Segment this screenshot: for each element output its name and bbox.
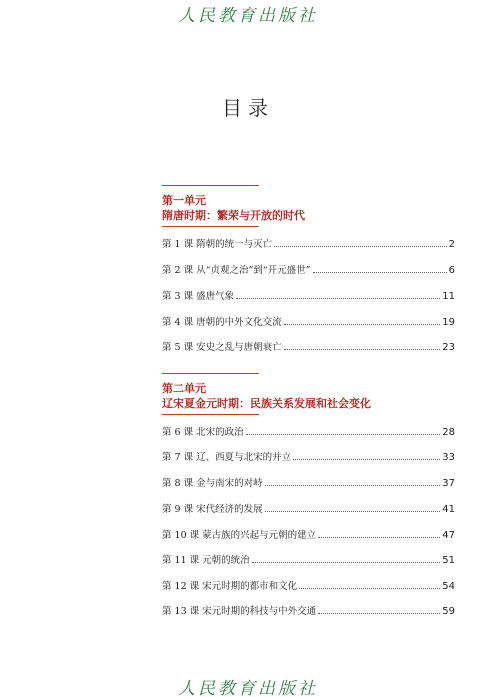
unit-label: 第二单元 [162, 382, 206, 395]
publisher-logo-bottom: 人民教育出版社 [178, 679, 318, 697]
toc-entry-lesson-5[interactable] [162, 339, 455, 353]
toc-entry-lesson-7[interactable] [162, 449, 455, 463]
page-number: 19 [442, 317, 455, 328]
unit-rule-bottom [162, 226, 259, 227]
lesson-title: 第 6 课 北宋的政治 [162, 427, 244, 438]
dot-leader [246, 434, 441, 435]
toc-entry-lesson-11[interactable] [162, 552, 455, 566]
dot-leader [318, 537, 440, 538]
dot-leader [236, 298, 440, 299]
lesson-title: 第 8 课 金与南宋的对峙 [162, 478, 263, 489]
dot-leader [265, 485, 441, 486]
page-number: 6 [448, 265, 455, 276]
unit-header-2 [162, 373, 371, 415]
toc-entry-lesson-3[interactable] [162, 288, 455, 302]
page-number: 54 [442, 581, 455, 592]
lesson-title: 第 3 课 盛唐气象 [162, 291, 235, 302]
lesson-title: 第 2 课 从“贞观之治”到“开元盛世” [162, 265, 311, 276]
page-number: 28 [442, 427, 455, 438]
page-number: 23 [442, 342, 455, 353]
lesson-title: 第 7 课 辽、西夏与北宋的并立 [162, 452, 292, 463]
lesson-title: 第 5 课 安史之乱与唐朝衰亡 [162, 342, 282, 353]
unit-rule-top [162, 373, 259, 374]
page-number: 11 [442, 291, 455, 302]
lesson-title: 第 1 课 隋朝的统一与灭亡 [162, 239, 273, 250]
unit-label: 第一单元 [162, 194, 206, 207]
toc-entry-lesson-13[interactable] [162, 603, 455, 617]
page-number: 47 [442, 530, 455, 541]
lesson-title: 第 10 课 蒙古族的兴起与元朝的建立 [162, 530, 317, 541]
toc-entry-lesson-8[interactable] [162, 475, 455, 489]
dot-leader [313, 272, 447, 273]
lesson-title: 第 13 课 宋元时期的科技与中外交通 [162, 606, 317, 617]
dot-leader [293, 459, 440, 460]
unit-rule-bottom [162, 414, 259, 415]
toc-entry-lesson-12[interactable] [162, 578, 455, 592]
dot-leader [284, 324, 441, 325]
lesson-title: 第 4 课 唐朝的中外文化交流 [162, 317, 282, 328]
page-number: 37 [442, 478, 455, 489]
lesson-title: 第 9 课 宋代经济的发展 [162, 504, 263, 515]
toc-entry-lesson-10[interactable] [162, 527, 455, 541]
toc-entry-lesson-2[interactable] [162, 262, 455, 276]
dot-leader [299, 588, 440, 589]
page-number: 41 [442, 504, 455, 515]
dot-leader [252, 562, 441, 563]
toc-entry-lesson-4[interactable] [162, 314, 455, 328]
publisher-logo-top: 人民教育出版社 [178, 6, 318, 26]
toc-title: 目录 [222, 96, 274, 120]
page-number: 59 [442, 606, 455, 617]
unit-title: 辽宋夏金元时期：民族关系发展和社会变化 [162, 397, 371, 410]
unit-rule-top [162, 185, 259, 186]
toc-entry-lesson-9[interactable] [162, 501, 455, 515]
toc-entry-lesson-1[interactable] [162, 236, 455, 250]
dot-leader [265, 511, 441, 512]
unit-title: 隋唐时期：繁荣与开放的时代 [162, 209, 305, 222]
dot-leader [284, 349, 441, 350]
toc-entry-lesson-6[interactable] [162, 424, 455, 438]
page-number: 51 [442, 555, 455, 566]
lesson-title: 第 12 课 宋元时期的都市和文化 [162, 581, 298, 592]
lesson-title: 第 11 课 元朝的统治 [162, 555, 250, 566]
unit-header-1 [162, 185, 305, 227]
page-number: 33 [442, 452, 455, 463]
dot-leader [274, 246, 447, 247]
dot-leader [318, 613, 440, 614]
page-number: 2 [448, 239, 455, 250]
